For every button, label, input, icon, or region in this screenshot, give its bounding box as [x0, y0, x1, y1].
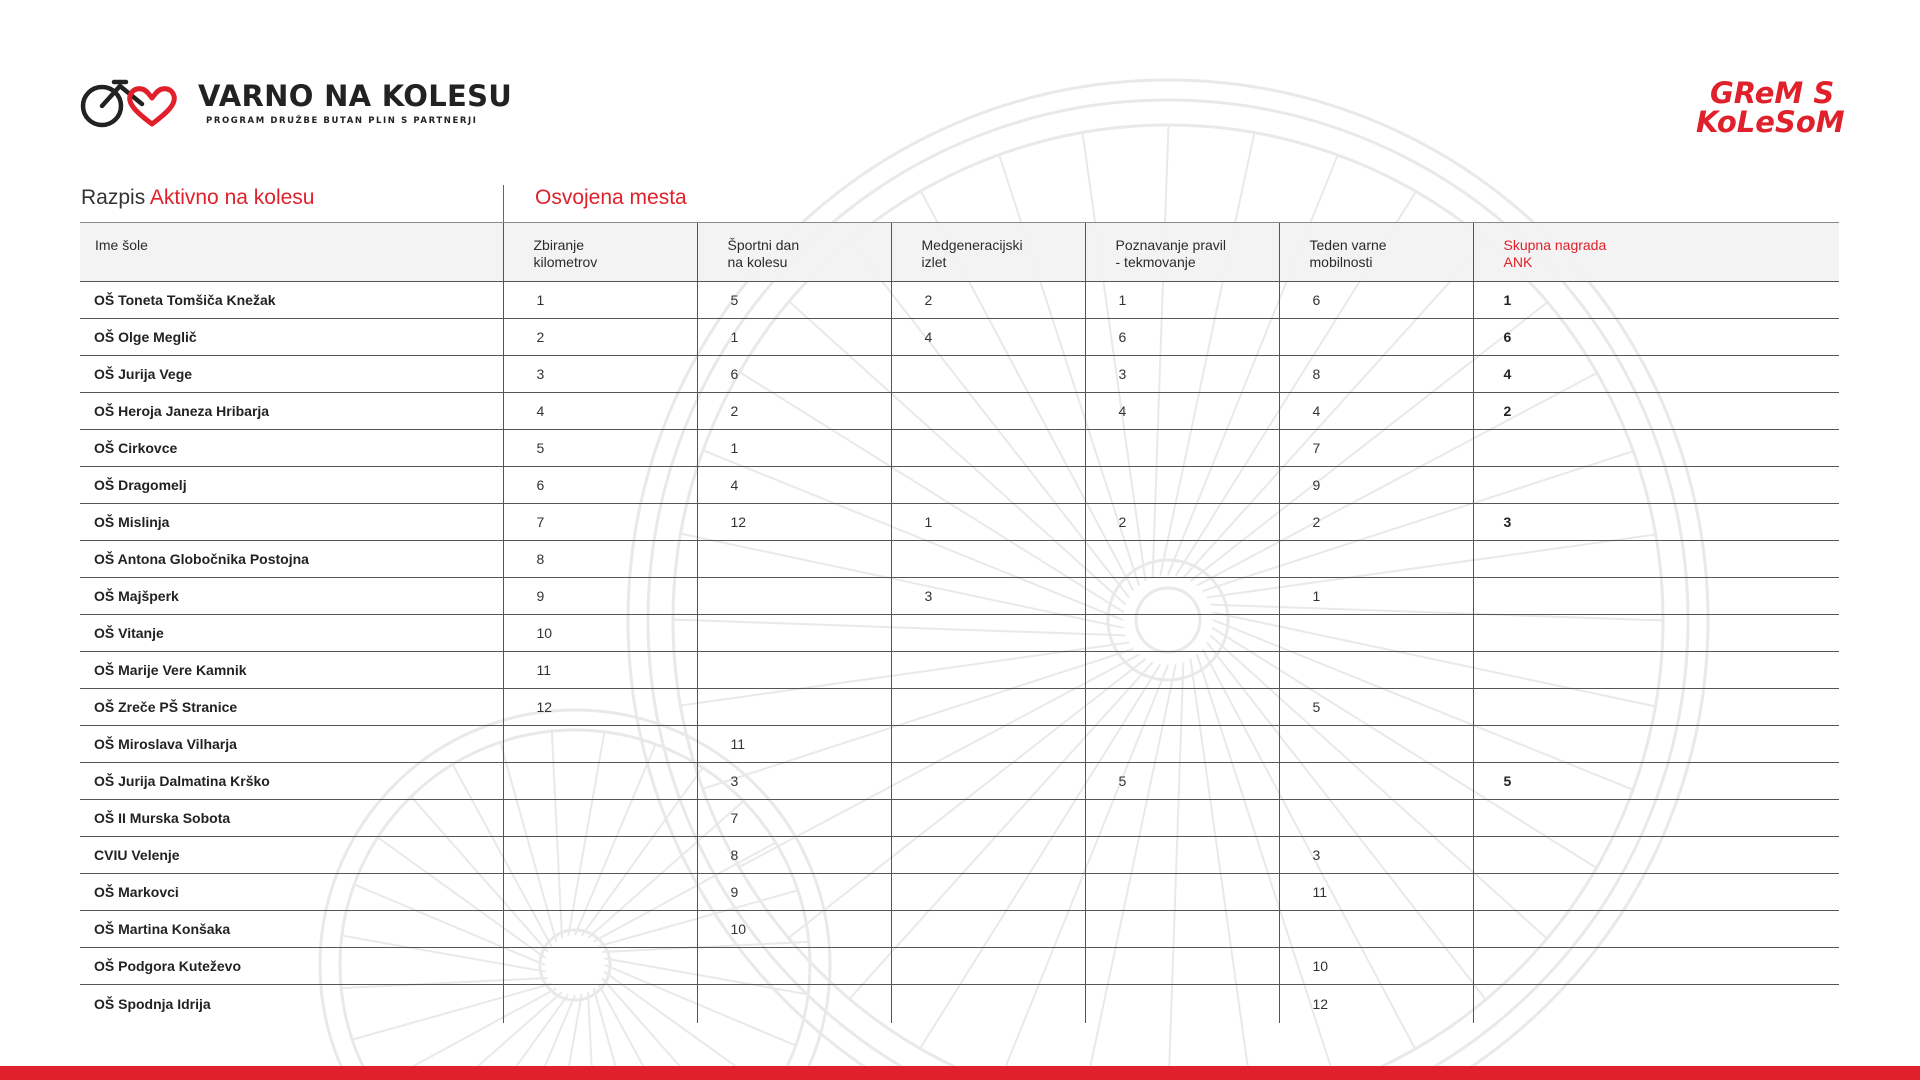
sports-day-cell — [697, 652, 891, 689]
table-row — [80, 726, 1839, 763]
kilometers-cell — [503, 763, 697, 800]
places-title: Osvojena mesta — [535, 186, 687, 209]
kilometers-cell: 7 — [503, 504, 697, 541]
overall-award-cell — [1473, 430, 1839, 467]
rules-competition-cell — [1085, 948, 1279, 985]
table-row — [80, 356, 1839, 393]
rules-competition-cell: 5 — [1085, 763, 1279, 800]
overall-award-cell — [1473, 689, 1839, 726]
rules-competition-cell — [1085, 874, 1279, 911]
intergenerational-trip-cell — [891, 615, 1085, 652]
bike-heart-icon — [80, 76, 184, 130]
school-name-cell: OŠ Marije Vere Kamnik — [80, 652, 503, 689]
mobility-week-cell: 7 — [1279, 430, 1473, 467]
mobility-week-cell: 3 — [1279, 837, 1473, 874]
table-row — [80, 541, 1839, 578]
sports-day-cell — [697, 948, 891, 985]
sports-day-cell: 6 — [697, 356, 891, 393]
school-name-cell: OŠ Toneta Tomšiča Knežak — [80, 282, 503, 319]
school-name-cell: OŠ Antona Globočnika Postojna — [80, 541, 503, 578]
overall-award-cell: 2 — [1473, 393, 1839, 430]
overall-award-cell: 1 — [1473, 282, 1839, 319]
kilometers-cell: 5 — [503, 430, 697, 467]
kilometers-cell: 8 — [503, 541, 697, 578]
kilometers-cell — [503, 948, 697, 985]
school-name-cell: OŠ Zreče PŠ Stranice — [80, 689, 503, 726]
sports-day-cell — [697, 985, 891, 1023]
sports-day-cell: 10 — [697, 911, 891, 948]
kilometers-cell: 6 — [503, 467, 697, 504]
sports-day-cell: 2 — [697, 393, 891, 430]
school-name-cell: OŠ Spodnja Idrija — [94, 995, 211, 1012]
school-name-cell: CVIU Velenje — [80, 837, 503, 874]
intergenerational-trip-cell — [891, 430, 1085, 467]
table-row — [80, 911, 1839, 948]
overall-award-cell: 6 — [1473, 319, 1839, 356]
intergenerational-trip-cell — [891, 393, 1085, 430]
sports-day-cell — [697, 615, 891, 652]
kilometers-cell: 12 — [503, 689, 697, 726]
mobility-week-cell — [1279, 319, 1473, 356]
competition-title — [81, 186, 314, 210]
col-header-mobility-week: Teden varne mobilnosti — [1279, 223, 1473, 282]
kilometers-cell — [503, 874, 697, 911]
mobility-week-cell: 1 — [1279, 578, 1473, 615]
sports-day-cell: 7 — [697, 800, 891, 837]
table-row — [80, 578, 1839, 615]
col-header-intergenerational-trip: Medgeneracijski izlet — [891, 223, 1085, 282]
overall-award-cell — [1473, 874, 1839, 911]
title-divider — [503, 185, 504, 222]
intergenerational-trip-cell — [891, 763, 1085, 800]
overall-award-cell — [1473, 578, 1839, 615]
kilometers-cell: 10 — [503, 615, 697, 652]
intergenerational-trip-cell — [891, 911, 1085, 948]
kilometers-cell — [503, 911, 697, 948]
overall-award-cell — [1473, 911, 1839, 948]
overall-award-cell: 5 — [1473, 763, 1839, 800]
intergenerational-trip-cell — [891, 689, 1085, 726]
sports-day-cell: 11 — [697, 726, 891, 763]
rules-competition-cell — [1085, 541, 1279, 578]
school-name-cell: OŠ Martina Konšaka — [80, 911, 503, 948]
school-name-cell: OŠ Podgora Kuteževo — [80, 948, 503, 985]
col-header-sports-day: Športni dan na kolesu — [697, 223, 891, 282]
sports-day-cell: 1 — [697, 319, 891, 356]
school-name-cell: OŠ Cirkovce — [80, 430, 503, 467]
school-name-cell: OŠ Dragomelj — [80, 467, 503, 504]
col-header-kilometers: Zbiranje kilometrov — [503, 223, 697, 282]
rules-competition-cell — [1085, 726, 1279, 763]
rules-competition-cell: 3 — [1085, 356, 1279, 393]
sports-day-cell — [697, 541, 891, 578]
sports-day-cell: 4 — [697, 467, 891, 504]
kilometers-cell: 11 — [503, 652, 697, 689]
intergenerational-trip-cell — [891, 726, 1085, 763]
table-row — [80, 319, 1839, 356]
rules-competition-cell — [1085, 467, 1279, 504]
mobility-week-cell: 5 — [1279, 689, 1473, 726]
mobility-week-cell — [1279, 763, 1473, 800]
rules-competition-cell — [1085, 652, 1279, 689]
rules-competition-cell — [1085, 615, 1279, 652]
table-row — [80, 800, 1839, 837]
intergenerational-trip-cell: 4 — [891, 319, 1085, 356]
rules-competition-cell — [1085, 800, 1279, 837]
table-row — [80, 948, 1839, 985]
mobility-week-cell: 6 — [1279, 282, 1473, 319]
kilometers-cell — [503, 726, 697, 763]
rules-competition-cell: 1 — [1085, 282, 1279, 319]
intergenerational-trip-cell — [891, 356, 1085, 393]
mobility-week-cell: 10 — [1279, 948, 1473, 985]
mobility-week-cell: 9 — [1279, 467, 1473, 504]
overall-award-cell: 3 — [1473, 504, 1839, 541]
kilometers-cell: 2 — [503, 319, 697, 356]
school-name-cell: OŠ Olge Meglič — [80, 319, 503, 356]
mobility-week-cell: 12 — [1279, 985, 1473, 1023]
rules-competition-cell — [1085, 911, 1279, 948]
table-row — [80, 430, 1839, 467]
mobility-week-cell — [1279, 652, 1473, 689]
mobility-week-cell — [1279, 615, 1473, 652]
table-header-row — [80, 223, 1839, 282]
rules-competition-cell: 4 — [1085, 393, 1279, 430]
overall-award-cell: 4 — [1473, 356, 1839, 393]
competition-prefix: Razpis — [81, 186, 150, 209]
intergenerational-trip-cell — [891, 652, 1085, 689]
rules-competition-cell — [1085, 430, 1279, 467]
col-header-overall-award: Skupna nagrada ANK — [1473, 223, 1839, 282]
table-row — [80, 615, 1839, 652]
overall-award-cell — [1473, 837, 1839, 874]
overall-award-cell — [1473, 985, 1839, 1023]
sports-day-cell: 5 — [697, 282, 891, 319]
brand-title: VARNO NA KOLESU — [198, 79, 513, 113]
school-name-cell: OŠ Mislinja — [80, 504, 503, 541]
partner-logo-line1: GReM S — [1710, 76, 1835, 110]
school-name-cell: OŠ Jurija Vege — [80, 356, 503, 393]
sports-day-cell: 8 — [697, 837, 891, 874]
rules-competition-cell — [1085, 689, 1279, 726]
intergenerational-trip-cell — [891, 874, 1085, 911]
sports-day-cell: 3 — [697, 763, 891, 800]
sports-day-cell: 9 — [697, 874, 891, 911]
kilometers-cell: 4 — [503, 393, 697, 430]
overall-award-cell — [1473, 615, 1839, 652]
col-header-school: Ime šole — [80, 223, 503, 282]
overall-award-cell — [1473, 467, 1839, 504]
intergenerational-trip-cell — [891, 541, 1085, 578]
school-name-cell: OŠ Majšperk — [80, 578, 503, 615]
school-name-cell: OŠ Miroslava Vilharja — [80, 726, 503, 763]
mobility-week-cell: 4 — [1279, 393, 1473, 430]
table-row — [80, 467, 1839, 504]
intergenerational-trip-cell — [891, 985, 1085, 1023]
table-row — [80, 837, 1839, 874]
brand-subtitle: PROGRAM DRUŽBE BUTAN PLIN S PARTNERJI — [206, 116, 478, 126]
col-header-rules-competition: Poznavanje pravil - tekmovanje — [1085, 223, 1279, 282]
mobility-week-cell — [1279, 911, 1473, 948]
bottom-accent-bar — [0, 1066, 1920, 1080]
mobility-week-cell — [1279, 726, 1473, 763]
intergenerational-trip-cell — [891, 948, 1085, 985]
sports-day-cell — [697, 689, 891, 726]
table-row — [80, 652, 1839, 689]
mobility-week-cell: 2 — [1279, 504, 1473, 541]
table-row — [80, 763, 1839, 800]
school-name-cell: OŠ II Murska Sobota — [80, 800, 503, 837]
school-name-cell: OŠ Heroja Janeza Hribarja — [80, 393, 503, 430]
school-name-cell: OŠ Markovci — [80, 874, 503, 911]
table-row — [80, 874, 1839, 911]
intergenerational-trip-cell — [891, 800, 1085, 837]
table-row — [80, 985, 1839, 1023]
intergenerational-trip-cell — [891, 837, 1085, 874]
intergenerational-trip-cell: 1 — [891, 504, 1085, 541]
sports-day-cell: 12 — [697, 504, 891, 541]
partner-logo-line2: KoLeSoM — [1696, 105, 1845, 139]
mobility-week-cell: 8 — [1279, 356, 1473, 393]
table-body — [80, 282, 1839, 1023]
mobility-week-cell — [1279, 541, 1473, 578]
rules-competition-cell — [1085, 837, 1279, 874]
rules-competition-cell: 6 — [1085, 319, 1279, 356]
competition-name: Aktivno na kolesu — [149, 186, 315, 209]
kilometers-cell — [503, 985, 697, 1023]
kilometers-cell — [503, 800, 697, 837]
intergenerational-trip-cell: 2 — [891, 282, 1085, 319]
intergenerational-trip-cell: 3 — [891, 578, 1085, 615]
overall-award-cell — [1473, 800, 1839, 837]
sports-day-cell — [697, 578, 891, 615]
school-name-cell: OŠ Vitanje — [80, 615, 503, 652]
kilometers-cell: 1 — [503, 282, 697, 319]
varno-na-kolesu-logo — [80, 76, 520, 132]
kilometers-cell: 9 — [503, 578, 697, 615]
table-row — [80, 282, 1839, 319]
mobility-week-cell — [1279, 800, 1473, 837]
table-row — [80, 504, 1839, 541]
kilometers-cell — [503, 837, 697, 874]
grem-s-kolesom-logo — [1694, 78, 1844, 148]
overall-award-cell — [1473, 541, 1839, 578]
mobility-week-cell: 11 — [1279, 874, 1473, 911]
intergenerational-trip-cell — [891, 467, 1085, 504]
table-row — [80, 689, 1839, 726]
kilometers-cell: 3 — [503, 356, 697, 393]
table-row — [80, 393, 1839, 430]
rules-competition-cell: 2 — [1085, 504, 1279, 541]
overall-award-cell — [1473, 726, 1839, 763]
overall-award-cell — [1473, 652, 1839, 689]
rules-competition-cell — [1085, 578, 1279, 615]
rules-competition-cell — [1085, 985, 1279, 1023]
overall-award-cell — [1473, 948, 1839, 985]
sports-day-cell: 1 — [697, 430, 891, 467]
school-name-cell: OŠ Jurija Dalmatina Krško — [80, 763, 503, 800]
results-table — [80, 222, 1839, 1023]
